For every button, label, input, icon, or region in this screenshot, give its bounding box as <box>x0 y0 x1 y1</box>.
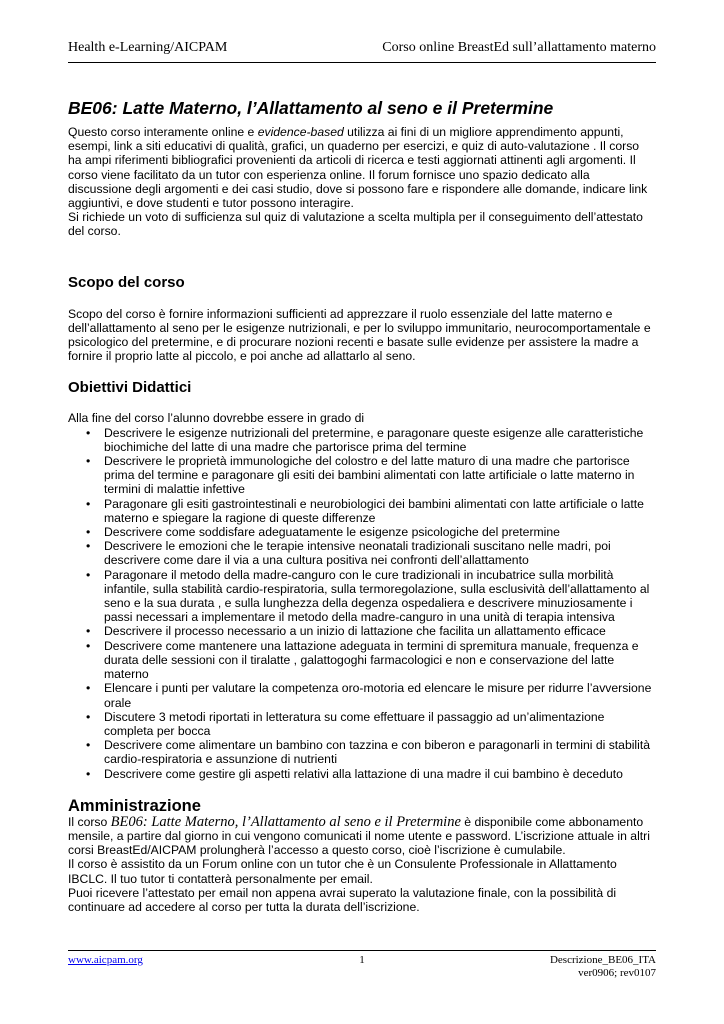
document-title: BE06: Latte Materno, l’Allattamento al seno e il Pretermine <box>68 98 554 118</box>
list-item: • Descrivere le emozioni che le terapie intensive neonatali tradizionali suscitano nelle madri, poi descrivere come dare il via a una cultura positiva nei confronti dell’allattamento <box>68 539 656 567</box>
obiettivi-lead: Alla fine del corso l’alunno dovrebbe essere in grado di <box>68 411 365 426</box>
list-item: • Descrivere le proprietà immunologiche del colostro e del latte maturo di una madre che partorisce prima del termine e paragonare gli esiti dei bambini alimentati con latte artificiale o latte materno in termini di malattie infettive <box>68 454 656 497</box>
course-title-inline: BE06: Latte Materno, l’Allattamento al seno e il Pretermine <box>110 813 461 830</box>
list-item: • Descrivere come alimentare un bambino con tazzina e con biberon e paragonarli in termini di stabilità cardio-respiratoria e assunzione di nutrienti <box>68 738 656 766</box>
intro-emphasis: evidence-based <box>257 125 344 139</box>
list-item: • Descrivere le esigenze nutrizionali del pretermine, e paragonare queste esigenze alle caratteristiche biochimiche del latte di una madre che partorisce prima del termine <box>68 426 656 454</box>
header-left: Health e-Learning/AICPAM <box>68 40 228 55</box>
document-code: Descrizione_BE06_ITA <box>549 954 656 966</box>
page-number: 1 <box>359 954 365 966</box>
intro-requirement: Si richiede un voto di sufficienza sul quiz di valutazione a scelta multipla per il conseguimento dell’attestato del corso. <box>68 210 643 239</box>
amministrazione-p2: Il corso è assistito da un Forum online con un tutor che è un Consulente Professionale in Allattamento IBCLC. Il tuo tutor ti contatterà personalmente per email. <box>68 857 617 886</box>
scopo-heading: Scopo del corso <box>68 273 185 291</box>
list-item: • Descrivere il processo necessario a un inizio di lattazione che facilita un allattamento efficace <box>68 624 656 638</box>
amministrazione-p1 <box>68 815 656 858</box>
intro-text-1: Questo corso interamente online e <box>68 125 258 139</box>
document-body <box>68 98 656 914</box>
footer-rule <box>68 950 656 951</box>
list-item: • Discutere 3 metodi riportati in letteratura su come effettuare il passaggio ad un’alimentazione completa per bocca <box>68 710 656 738</box>
amministrazione-p3: Puoi ricevere l’attestato per email non appena avrai superato la valutazione finale, con la possibilità di continuare ad accedere al corso per tutta la durata dell’iscrizione. <box>68 885 617 914</box>
page-header <box>68 40 656 56</box>
obiettivi-list <box>68 426 656 781</box>
amministrazione-heading: Amministrazione <box>68 796 201 815</box>
list-item: • Paragonare il metodo della madre-canguro con le cure tradizionali in incubatrice sulla morbilità infantile, sulla stabilità cardio-respiratoria, sulla termoregolazione, sulla esclusività dell’allattamento al seno e la sua durata , e sulla lunghezza della degenza ospedaliera e descrivere minuziosamente i passi necessari a implementare il metodo della madre-canguro in una unità di terapia intensiva <box>68 568 656 625</box>
header-right: Corso online BreastEd sull’allattamento materno <box>382 40 656 55</box>
scopo-text: Scopo del corso è fornire informazioni sufficienti ad apprezzare il ruolo essenziale del latte materno e dell’allattamento al seno per le esigenze nutrizionali, e per lo sviluppo immunitario, neurocomportamentale e psicologico del pretermine, e di procurare nozioni recenti e basate sulle evidenze per assistere la madre a fornire il proprio latte al piccolo, e poi anche ad allattarlo al seno. <box>68 306 651 364</box>
footer-version <box>550 954 656 980</box>
version-code: ver0906; rev0107 <box>578 967 656 979</box>
obiettivi-heading: Obiettivi Didattici <box>68 379 192 397</box>
amministrazione-p1-post: è disponibile come abbonamento mensile, a partire dal giorno in cui vengono comunicati il nome utente e password. L’iscrizione attuale in altri corsi BreastEd/AICPAM prolungherà l’accesso a questo corso, cioè l’iscrizione è cumulabile. <box>68 814 650 858</box>
list-item: • Elencare i punti per valutare la competenza oro-motoria ed elencare le misure per ridurre l’avversione orale <box>68 681 656 709</box>
intro-paragraph <box>68 125 656 210</box>
header-rule <box>68 62 656 63</box>
list-item: • Paragonare gli esiti gastrointestinali e neurobiologici dei bambini alimentati con latte artificiale o latte materno e spiegare la ragione di queste differenze <box>68 497 656 525</box>
amministrazione-p1-pre: Il corso <box>68 814 111 829</box>
footer-link[interactable]: www.aicpam.org <box>68 954 143 966</box>
list-item: • Descrivere come mantenere una lattazione adeguata in termini di spremitura manuale, frequenza e durata delle sessioni con il tiralatte , galattogoghi farmacologici e non e conservazione del latte materno <box>68 639 656 682</box>
list-item: • Descrivere come gestire gli aspetti relativi alla lattazione di una madre il cui bambino è deceduto <box>68 767 656 781</box>
list-item: • Descrivere come soddisfare adeguatamente le esigenze psicologiche del pretermine <box>68 525 656 539</box>
intro-text-2: utilizza ai fini di un migliore apprendimento appunti, esempi, link a siti educativi di qualità, grafici, un quaderno per esercizi, e quiz di auto-valutazione . Il corso ha ampi riferimenti bibliografici provenienti da articoli di ricerca e testi aggiornati attinenti agli argomenti. Il corso viene facilitato da un tutor con esperienza online. Il forum fornisce uno spazio dedicato alla discussione degli argomenti e dei casi studio, dove si possono fare e rispondere alle domande, indicare link aggiuntivi, e dove studenti e tutor possono interagire. <box>68 125 648 211</box>
